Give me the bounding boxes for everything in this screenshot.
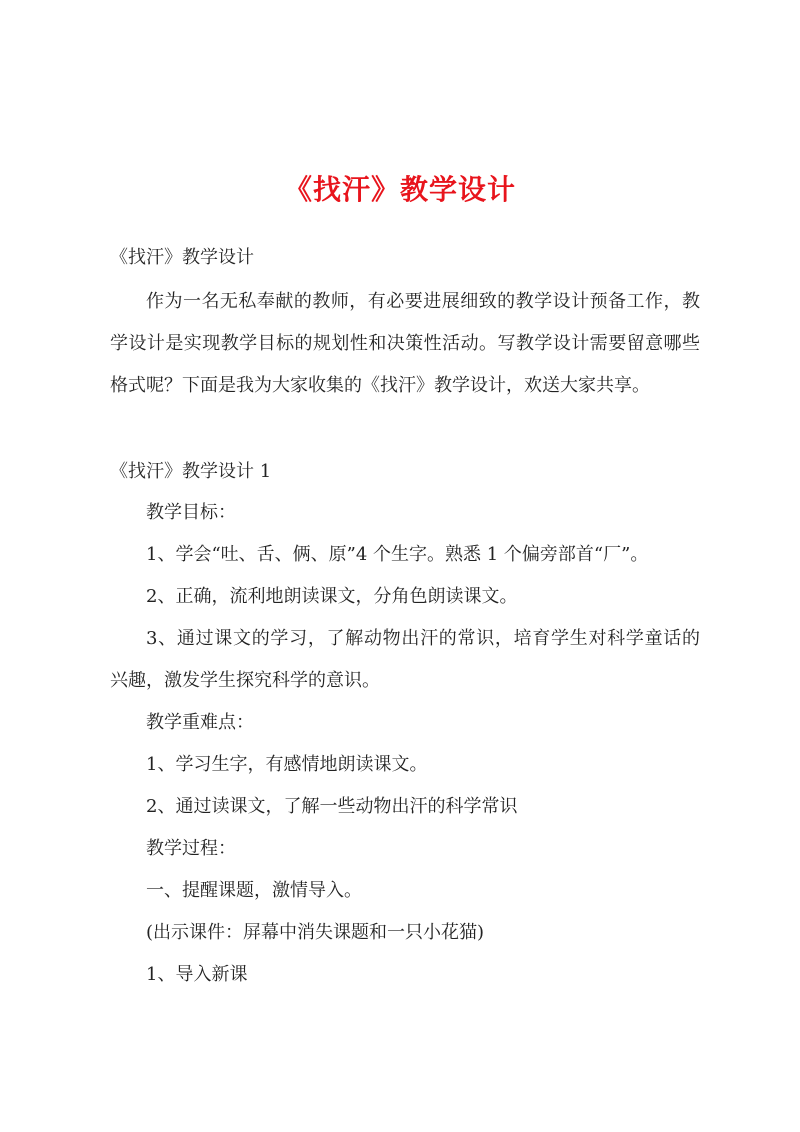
process-heading: 教学过程： xyxy=(146,838,236,859)
key-point-2: 2、通过读课文，了解一些动物出汗的科学常识 xyxy=(146,796,518,817)
process-step-1: 一、提醒课题，激情导入。 xyxy=(146,880,362,901)
intro-line-1: 作为一名无私奉献的教师，有必要进展细致的教学设计预备工作，教 xyxy=(146,291,700,312)
intro-line-3: 格式呢？下面是我为大家收集的《找汗》教学设计，欢送大家共享。 xyxy=(110,375,650,396)
process-step-1-note: (出示课件：屏幕中消失课题和一只小花猫) xyxy=(146,922,485,943)
goal-1: 1、学会“吐、舌、俩、原”4 个生字。熟悉 1 个偏旁部首“厂”。 xyxy=(146,544,649,565)
goal-3-line-2: 兴趣，激发学生探究科学的意识。 xyxy=(110,670,380,691)
process-step-1-sub: 1、导入新课 xyxy=(146,964,248,985)
goal-2: 2、正确，流利地朗读课文，分角色朗读课文。 xyxy=(146,586,518,607)
section-title: 《找汗》教学设计 1 xyxy=(110,461,272,482)
goal-3-line-1: 3、通过课文的学习，了解动物出汗的常识，培育学生对科学童话的 xyxy=(146,628,700,649)
goals-heading: 教学目标： xyxy=(146,502,236,523)
document-subtitle: 《找汗》教学设计 xyxy=(110,247,254,268)
document-title: 《找汗》教学设计 xyxy=(283,173,516,206)
key-points-heading: 教学重难点： xyxy=(146,712,254,733)
intro-line-2: 学设计是实现教学目标的规划性和决策性活动。写教学设计需要留意哪些 xyxy=(110,333,700,354)
key-point-1: 1、学习生字，有感情地朗读课文。 xyxy=(146,754,428,775)
